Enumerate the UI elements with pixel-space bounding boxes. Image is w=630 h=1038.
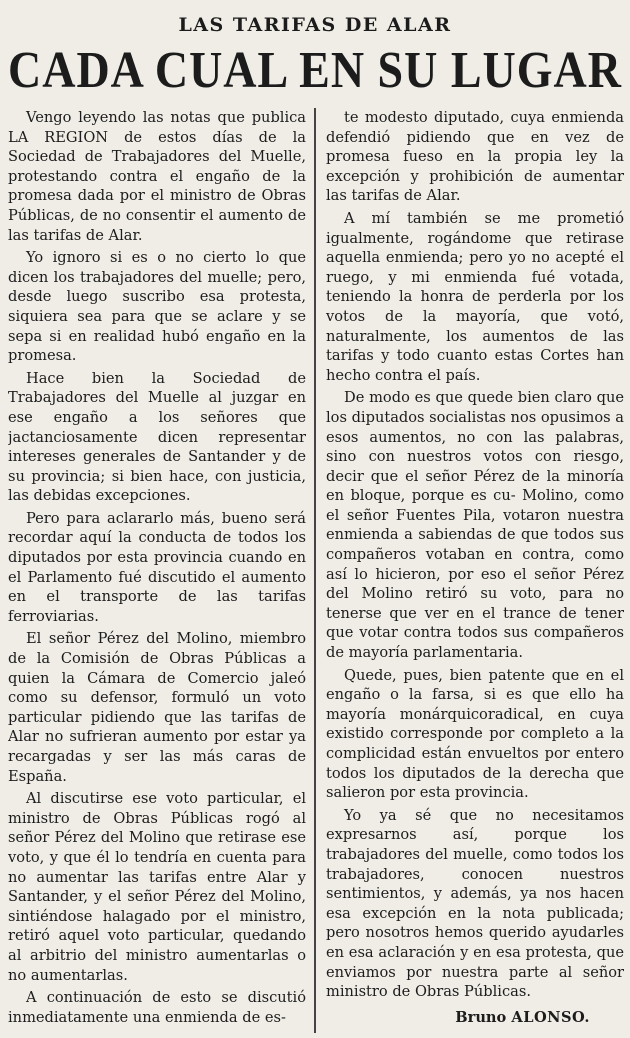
right-column: [314, 108, 624, 1033]
paragraph: Yo ya sé que no necesitamos expresarnos así, porque los trabajadores del muelle, como todos los trabajadores, conocen nuestros sentimientos, y además, ya nos hacen esa excepción en la nota publicada; pero nosotros hemos querido ayudarles en esa aclaración y en esa protesta, que enviamos por nuestra parte al señor ministro de Obras Públicas.: [326, 806, 624, 1001]
paragraph: Al discutirse ese voto particular, el ministro de Obras Públicas rogó al señor Pérez del Molino que retirase ese voto, y que él lo tendría en cuenta para no aumentar las tarifas entre Alar y Santander, y el señor Pérez del Molino, sintiéndose halagado por el ministro, retiró aquel voto particular, quedando al arbitrio del ministro aumentarlas o no aumentarlas.: [8, 790, 306, 984]
kicker: LAS TARIFAS DE ALAR: [178, 14, 452, 36]
paragraph: Quede, pues, bien patente que en el engaño o la farsa, si es que ello ha mayoría monárquicoradical, en cuya existido corresponde por completo a la complicidad están envueltos por entero todos los diputados de la derecha que salieron por esta provincia.: [326, 666, 624, 802]
paragraph: De modo es que quede bien claro que los diputados socialistas nos opusimos a esos aumentos, no con las palabras, sino con nuestros votos con riesgo, decir que el señor Pérez de la minoría en bloque, porque es cu- Molino, como el señor Fuentes Pila, votaron nuestra enmienda a sabiendas de que todos sus compañeros votaban en contra, como así lo hicieron, por eso el señor Pérez del Molino retiró su voto, para no tenerse que ver en el trance de tener que votar contra todos sus compañeros de mayoría parlamentaria.: [326, 389, 624, 662]
paragraph: A continuación de esto se discutió inmediatamente una enmienda de es-: [8, 989, 306, 1026]
article-body: [8, 108, 624, 1033]
signature: [326, 1008, 624, 1028]
headline: CADA CUAL EN SU LUGAR: [8, 40, 622, 98]
paragraph: te modesto diputado, cuya enmienda defendió pidiendo que en vez de promesa fueso en la propia ley la excepción y prohibición de aumentar las tarifas de Alar.: [326, 109, 624, 205]
paragraph: Pero para aclararlo más, bueno será recordar aquí la conducta de todos los diputados por esta provincia cuando en el Parlamento fué discutido el aumento en el transporte de las tarifas ferroviarias.: [8, 509, 306, 625]
signature-last-name: ALONSO.: [511, 1008, 590, 1026]
signature-first-name: Bruno: [455, 1008, 507, 1026]
paragraph: Vengo leyendo las notas que publica LA REGION de estos días de la Sociedad de Trabajadores del Muelle, protestando contra el engaño de la promesa dada por el ministro de Obras Públicas, de no consentir el aumento de las tarifas de Alar.: [8, 109, 306, 244]
paragraph: A mí también se me prometió igualmente, rogándome que retirase aquella enmienda; pero yo no acepté el ruego, y mi enmienda fué votada, teniendo la honra de perderla por los votos de la mayoría, que votó, naturalmente, los aumentos de las tarifas y todo cuanto estas Cortes han hecho contra el país.: [326, 209, 624, 384]
left-column: [8, 108, 314, 1033]
paragraph: Hace bien la Sociedad de Trabajadores del Muelle al juzgar en ese engaño a los señores que jactanciosamente dicen representar intereses generales de Santander y de su provincia; si bien hace, con justicia, las debidas excepciones.: [8, 369, 306, 505]
paragraph: Yo ignoro si es o no cierto lo que dicen los trabajadores del muelle; pero, desde luego suscribo esa protesta, siquiera sea para que se aclare y se sepa si en realidad hubó engaño en la promesa.: [8, 249, 306, 365]
paragraph: El señor Pérez del Molino, miembro de la Comisión de Obras Públicas a quien la Cámara de Comercio jaleó como su defensor, formuló un voto particular pidiendo que las tarifas de Alar no sufrieran aumento por estar ya recargadas y ser las más caras de España.: [8, 630, 306, 785]
